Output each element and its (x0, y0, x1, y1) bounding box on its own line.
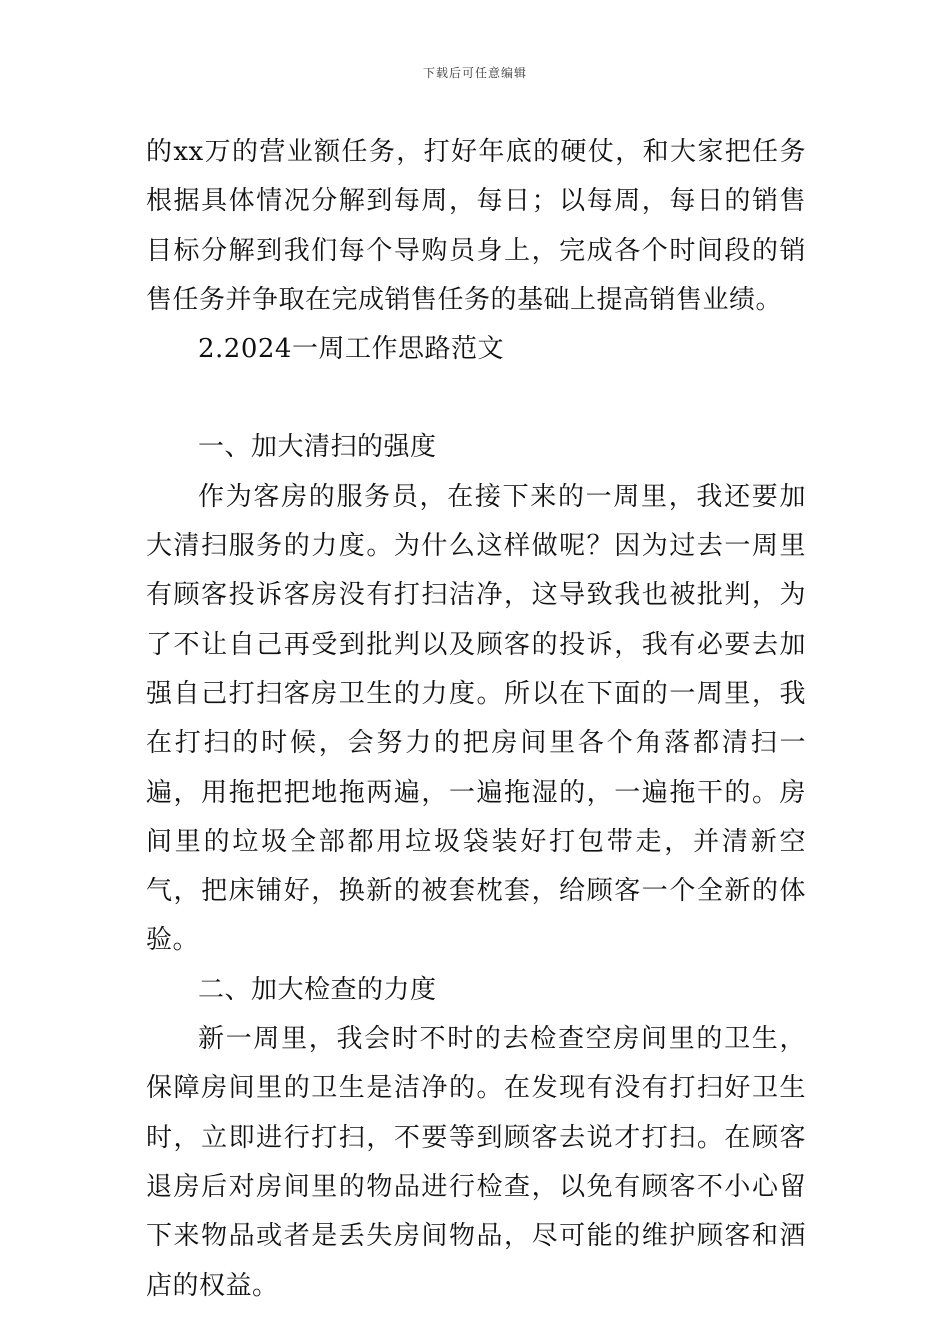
page-header-note: 下载后可任意编辑 (422, 66, 527, 80)
subsection-body-2: 新一周里，我会时不时的去检查空房间里的卫生，保障房间里的卫生是洁净的。在发现有没有打扫好卫生时，立即进行打扫，不要等到顾客去说才打扫。在顾客退房后对房间里的物品进行检查，以免有顾客不小心留下来物品或者是丢失房间物品，尽可能的维护顾客和酒店的权益。 (146, 1024, 806, 1301)
subsection-body-1: 作为客房的服务员，在接下来的一周里，我还要加大清扫服务的力度。为什么这样做呢？因为过去一周里有顾客投诉客房没有打扫洁净，这导致我也被批判，为了不让自己再受到批判以及顾客的投诉，我有必要去加强自己打扫客房卫生的力度。所以在下面的一周里，我在打扫的时候，会努力的把房间里各个角落都清扫一遍，用拖把把地拖两遍，一遍拖湿的，一遍拖干的。房间里的垃圾全部都用垃圾袋装好打包带走，并清新空气，把床铺好，换新的被套枕套，给顾客一个全新的体验。 (146, 481, 806, 956)
subsection-title-2: 二、加大检查的力度 (198, 974, 437, 1005)
section-heading: 2.2024一周工作思路范文 (198, 334, 504, 365)
subsection-title-1: 一、加大清扫的强度 (198, 432, 437, 463)
paragraph-continuation: 的xx万的营业额任务，打好年底的硬仗，和大家把任务根据具体情况分解到每周，每日；以每周，每日的销售目标分解到我们每个导购员身上，完成各个时间段的销售任务并争取在完成销售任务的基础上提高销售业绩。 (146, 137, 806, 315)
document-body (146, 128, 806, 1311)
blank-line (146, 374, 806, 423)
